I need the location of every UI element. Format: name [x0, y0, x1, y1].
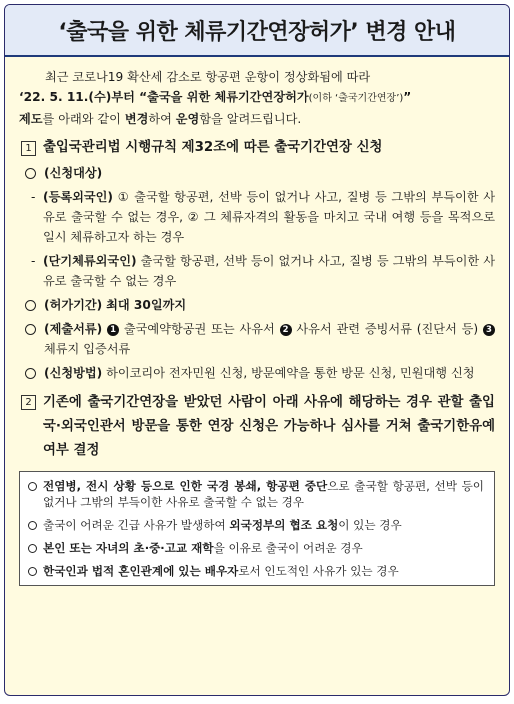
- reason-prefix: 출국이 어려운 긴급 사유가 발생하여: [43, 518, 230, 532]
- dash-bullet-icon: -: [31, 190, 36, 204]
- reason-text: 로서 인도적인 사유가 있는 경우: [238, 564, 399, 578]
- document-3-text: 체류지 입증서류: [44, 342, 131, 356]
- circle-bullet-icon: [25, 368, 36, 379]
- short-term-foreigner-item: [19, 251, 495, 291]
- circle-bullet-icon: [25, 324, 36, 335]
- circle-bullet-icon: [28, 482, 37, 491]
- intro-abbrev-note: (이하 ‘출국기간연장’): [308, 93, 404, 104]
- reason-text: 을 이유로 출국이 어려운 경우: [213, 541, 363, 555]
- circle-bullet-icon: [25, 168, 36, 179]
- required-documents-item: [19, 319, 495, 359]
- circle-bullet-icon: [25, 300, 36, 311]
- required-documents-label: (제출서류): [44, 322, 103, 336]
- section-1-number: 1: [21, 141, 36, 156]
- document-1-text: 출국예약항공권 또는 사유서: [123, 322, 275, 336]
- reason-text: 으로 출국할 항공편, 선박 등이 없거나 그밖의 부득이한 사유로 출국할 수 없는 경우: [43, 479, 484, 509]
- apply-method-text: 하이코리아 전자민원 신청, 방문예약을 통한 방문 신청, 민원대행 신청: [106, 366, 475, 380]
- title-bar: [5, 5, 509, 57]
- reasons-box: [19, 471, 495, 586]
- number-2-icon: 2: [280, 324, 292, 336]
- page-title: ‘출국을 위한 체류기간연장허가’ 변경 안내: [58, 19, 456, 45]
- intro-paragraph: [19, 67, 495, 129]
- dash-bullet-icon: -: [31, 254, 36, 268]
- short-term-foreigner-label: (단기체류외국인): [43, 254, 137, 268]
- intro-bold-date: ‘22. 5. 11.(수)부터 “출국을 위한 체류기간연장허가: [19, 90, 309, 104]
- apply-method-label: (신청방법): [44, 366, 103, 380]
- apply-target-item: [19, 163, 495, 183]
- circle-bullet-icon: [28, 521, 37, 530]
- reason-item: [28, 478, 484, 510]
- reason-bold: 본인 또는 자녀의 초·중·고교 재학: [43, 541, 214, 555]
- reason-bold: 전염병, 전시 상황 등으로 인한 국경 봉쇄, 항공편 중단: [43, 479, 328, 493]
- intro-line-2: [19, 87, 495, 109]
- apply-target-label: (신청대상): [44, 166, 103, 180]
- number-3-icon: 3: [483, 324, 495, 336]
- permit-period-text: 최대 30일까지: [106, 298, 187, 312]
- intro-bold-change: 변경: [124, 112, 149, 126]
- intro-text-c: 함을 알려드립니다.: [199, 112, 302, 126]
- section-1-heading: [19, 137, 495, 159]
- document-2-text: 사유서 관련 증빙서류 (진단서 등): [296, 322, 479, 336]
- intro-text-a: 를 아래와 같이: [42, 112, 125, 126]
- section-1-title: 출입국관리법 시행규칙 제32조에 따른 출국기간연장 신청: [43, 140, 383, 155]
- reason-item: [28, 540, 484, 556]
- short-term-foreigner-text: 출국할 항공편, 선박 등이 없거나 사고, 질병 등 그밖의 부득이한 사유로 출국할 수 없는 경우: [43, 254, 496, 288]
- circle-bullet-icon: [28, 567, 37, 576]
- registered-foreigner-label: (등록외국인): [43, 190, 114, 204]
- intro-line-3: [19, 109, 495, 129]
- reason-bold: 외국정부의 협조 요청: [229, 518, 339, 532]
- section-2-number: 2: [21, 395, 36, 410]
- intro-line-1: 최근 코로나19 확산세 감소로 항공편 운항이 정상화됨에 따라: [45, 70, 371, 84]
- reason-item: [28, 563, 484, 579]
- permit-period-label: (허가기간): [44, 298, 103, 312]
- reason-bold: 한국인과 법적 혼인관계에 있는 배우자: [43, 564, 239, 578]
- intro-text-b: 하여: [148, 112, 176, 126]
- number-1-icon: 1: [107, 324, 119, 336]
- registered-foreigner-item: [19, 187, 495, 247]
- section-2-heading: [19, 391, 495, 463]
- notice-page: [4, 4, 510, 696]
- section-2-title: 기존에 출국기간연장을 받았던 사람이 아래 사유에 해당하는 경우 관할 출입국·외국인관서 방문을 통한 연장 신청은 가능하나 심사를 거쳐 출국기한유예 여부 결정: [43, 395, 495, 458]
- intro-quote-close: ”: [403, 90, 412, 104]
- reason-item: [28, 517, 484, 533]
- circle-bullet-icon: [28, 544, 37, 553]
- intro-bold-system: 제도: [19, 112, 43, 126]
- notice-content: [5, 57, 509, 586]
- apply-method-item: [19, 363, 495, 383]
- registered-foreigner-text: ① 출국할 항공편, 선박 등이 없거나 사고, 질병 등 그밖의 부득이한 사유로 출국할 수 없는 경우, ② 그 체류자격의 활동을 마치고 국내 여행 등을 목적으로 일시 체류하고자 하는 경우: [43, 190, 496, 244]
- permit-period-item: [19, 295, 495, 315]
- intro-bold-operate: 운영: [175, 112, 200, 126]
- reason-text: 이 있는 경우: [338, 518, 402, 532]
